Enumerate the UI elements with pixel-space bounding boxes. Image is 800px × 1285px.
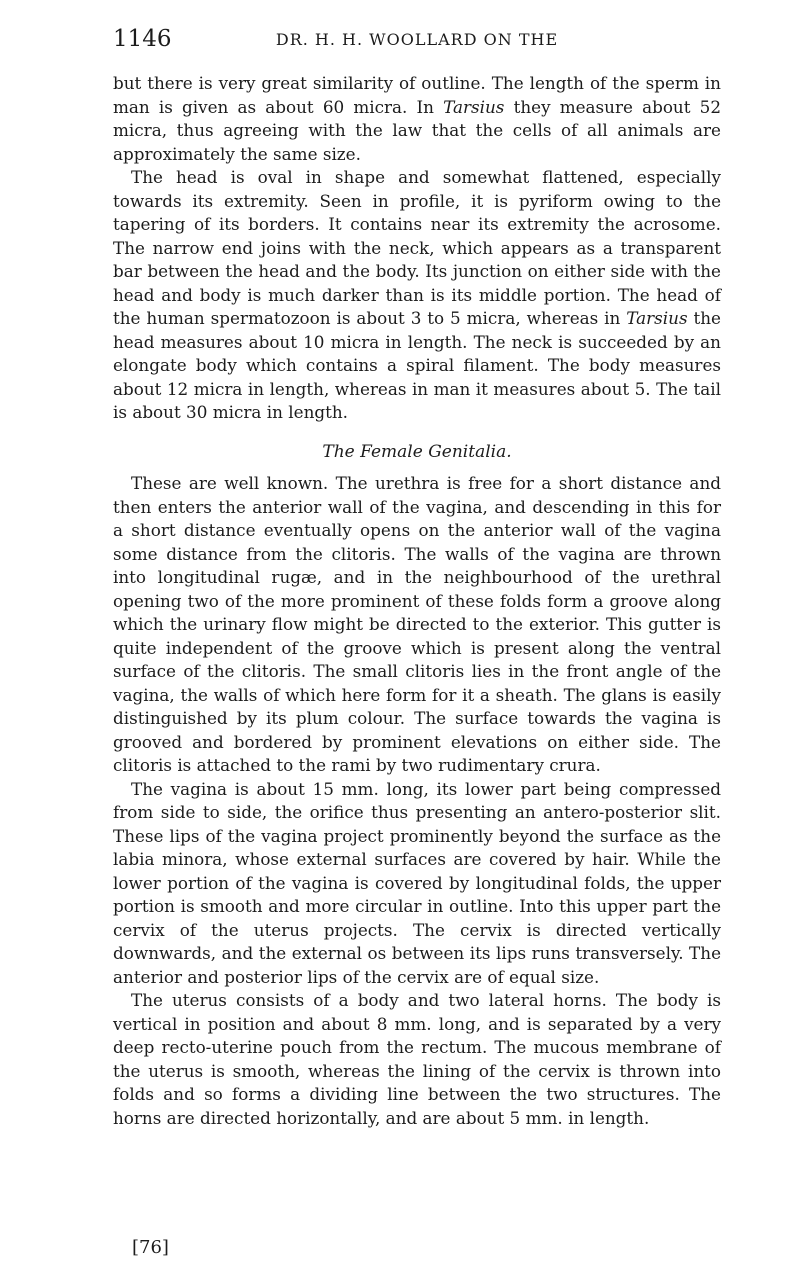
page-header	[113, 26, 721, 56]
running-head: DR. H. H. WOOLLARD ON THE	[275, 30, 559, 49]
genus-name: Tarsius	[443, 96, 505, 117]
page-number: 1146	[113, 26, 172, 52]
paragraph-sperm-head: The head is oval in shape and somewhat flattened, especially towards its extremity. Seen in profile, it is pyriform owing to the tapering of its borders. It contains near its extremity the acrosome. The narrow end joins with the neck, which appears as a transparent bar between the head and the body. Its junction on either side with the head and body is much darker than is its middle portion. The head of the human spermatozoon is about 3 to 5 micra, whereas in Tarsius the head measures about 10 micra in length. The neck is succeeded by an elongate body which contains a spiral filament. The body measures about 12 micra in length, whereas in man it measures about 5. The tail is about 30 micra in length.	[113, 167, 721, 422]
paragraph-urethra: These are well known. The urethra is free for a short distance and then enters the anterior wall of the vagina, and descending in this for a short distance eventually opens on the anterior wall of the vagina some distance from the clitoris. The walls of the vagina are thrown into longitudinal rugæ, and in the neighbourhood of the urethral opening two of the more prominent of these folds form a groove along which the urinary flow might be directed to the exterior. This gutter is quite independent of the groove which is present along the ventral surface of the clitoris. The small clitoris lies in the front angle of the vagina, the walls of which here form for it a sheath. The glans is easily distinguished by its plum colour. The surface towards the vagina is grooved and bordered by prominent elevations on either side. The clitoris is attached to the rami by two rudimentary crura.	[113, 473, 721, 775]
paragraph-sperm-length: but there is very great similarity of outline. The length of the sperm in man is given as about 60 micra. In Tarsius they measure about 52 micra, thus agreeing with the law that the cells of all animals are approximately the same size.	[113, 73, 721, 164]
section-heading: The Female Genitalia.	[322, 441, 512, 462]
paragraph-vagina: The vagina is about 15 mm. long, its lower part being compressed from side to side, the orifice thus presenting an antero-posterior slit. These lips of the vagina project prominently beyond the surface as the labia minora, whose external surfaces are covered by hair. While the lower portion of the vagina is covered by longitudinal folds, the upper portion is smooth and more circular in outline. Into this upper part the cervix of the uterus projects. The cervix is directed vertically downwards, and the external os between its lips runs transversely. The anterior and posterior lips of the cervix are of equal size.	[113, 778, 721, 987]
page-footer-label: [76]	[132, 1237, 169, 1258]
genus-name: Tarsius	[626, 308, 688, 328]
paragraph-uterus: The uterus consists of a body and two lateral horns. The body is vertical in position and about 8 mm. long, and is separated by a very deep recto-uterine pouch from the rectum. The mucous membrane of the uterus is smooth, whereas the lining of the cervix is thrown into folds and so forms a dividing line between the two structures. The horns are directed horizontally, and are about 5 mm. in length.	[113, 990, 721, 1128]
body-text	[113, 72, 721, 1130]
